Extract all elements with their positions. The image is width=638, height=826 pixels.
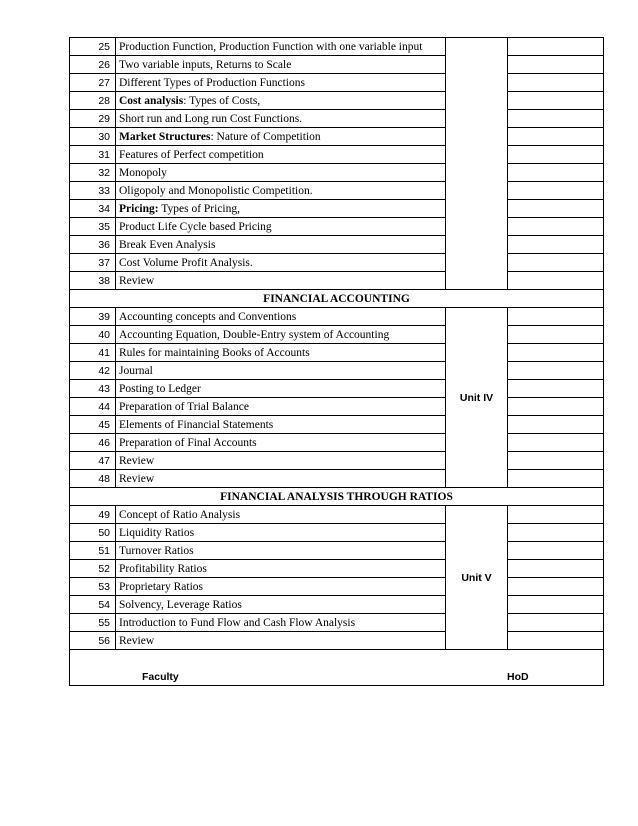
topic-text: Different Types of Production Functions: [119, 76, 305, 89]
topic-cell: [116, 560, 446, 578]
topic-number: 43: [70, 380, 116, 398]
unit-label: [446, 38, 508, 290]
topic-text: Elements of Financial Statements: [119, 418, 274, 431]
table-row: [70, 542, 604, 560]
topic-cell: [116, 56, 446, 74]
remarks-cell: [508, 614, 604, 632]
unit-label: Unit V: [446, 506, 508, 650]
topic-text: Accounting concepts and Conventions: [119, 310, 297, 323]
remarks-cell: [508, 470, 604, 488]
remarks-cell: [508, 632, 604, 650]
topic-number: 30: [70, 128, 116, 146]
table-row: [70, 128, 604, 146]
topic-cell: [116, 632, 446, 650]
table-row: [70, 110, 604, 128]
topic-number: 32: [70, 164, 116, 182]
table-row: [70, 182, 604, 200]
remarks-cell: [508, 182, 604, 200]
remarks-cell: [508, 128, 604, 146]
topic-cell: [116, 578, 446, 596]
topic-number: 26: [70, 56, 116, 74]
table-row: [70, 398, 604, 416]
remarks-cell: [508, 272, 604, 290]
faculty-label: Faculty: [142, 671, 179, 683]
topic-number: 33: [70, 182, 116, 200]
topic-cell: [116, 326, 446, 344]
topic-number: 40: [70, 326, 116, 344]
topic-number: 35: [70, 218, 116, 236]
remarks-cell: [508, 398, 604, 416]
topic-number: 38: [70, 272, 116, 290]
topic-cell: [116, 128, 446, 146]
remarks-cell: [508, 254, 604, 272]
table-row: [70, 524, 604, 542]
topic-number: 54: [70, 596, 116, 614]
topic-cell: [116, 380, 446, 398]
table-row: [70, 632, 604, 650]
topic-text: Review: [119, 634, 155, 647]
table-row: [70, 218, 604, 236]
topic-lead: Market Structures: [119, 130, 211, 143]
topic-text: Rules for maintaining Books of Accounts: [119, 346, 310, 359]
topic-cell: [116, 362, 446, 380]
topic-text: Break Even Analysis: [119, 238, 216, 251]
topic-cell: [116, 398, 446, 416]
signature-cell: [70, 650, 604, 686]
table-row: [70, 326, 604, 344]
topic-text: Proprietary Ratios: [119, 580, 203, 593]
topic-text: Review: [119, 472, 155, 485]
topic-text: Introduction to Fund Flow and Cash Flow Analysis: [119, 616, 356, 629]
topic-cell: [116, 524, 446, 542]
topic-number: 52: [70, 560, 116, 578]
remarks-cell: [508, 308, 604, 326]
remarks-cell: [508, 218, 604, 236]
section-heading: FINANCIAL ACCOUNTING: [70, 290, 604, 308]
topic-text: Journal: [119, 364, 153, 377]
topic-text: Cost Volume Profit Analysis.: [119, 256, 253, 269]
section-heading: FINANCIAL ANALYSIS THROUGH RATIOS: [70, 488, 604, 506]
section-row: [70, 290, 604, 308]
topic-number: 39: [70, 308, 116, 326]
lesson-plan-table: [69, 37, 604, 686]
topic-number: 42: [70, 362, 116, 380]
topic-text: Short run and Long run Cost Functions.: [119, 112, 303, 125]
topic-text: Solvency, Leverage Ratios: [119, 598, 242, 611]
topic-cell: [116, 272, 446, 290]
table-row: [70, 614, 604, 632]
topic-number: 51: [70, 542, 116, 560]
table-row: [70, 308, 604, 326]
remarks-cell: [508, 74, 604, 92]
topic-text: Preparation of Final Accounts: [119, 436, 257, 449]
topic-number: 53: [70, 578, 116, 596]
table-row: [70, 470, 604, 488]
topic-cell: [116, 218, 446, 236]
remarks-cell: [508, 434, 604, 452]
topic-number: 37: [70, 254, 116, 272]
topic-cell: [116, 434, 446, 452]
topic-cell: [116, 110, 446, 128]
table-row: [70, 92, 604, 110]
table-row: [70, 254, 604, 272]
remarks-cell: [508, 560, 604, 578]
topic-number: 27: [70, 74, 116, 92]
remarks-cell: [508, 38, 604, 56]
remarks-cell: [508, 56, 604, 74]
topic-cell: [116, 614, 446, 632]
topic-text: Preparation of Trial Balance: [119, 400, 249, 413]
table-row: [70, 596, 604, 614]
table-row: [70, 362, 604, 380]
topic-number: 49: [70, 506, 116, 524]
remarks-cell: [508, 380, 604, 398]
topic-number: 56: [70, 632, 116, 650]
topic-text: Monopoly: [119, 166, 167, 179]
table-row: [70, 434, 604, 452]
topic-number: 47: [70, 452, 116, 470]
signature-row: [70, 650, 604, 686]
topic-cell: [116, 344, 446, 362]
table-row: [70, 380, 604, 398]
remarks-cell: [508, 92, 604, 110]
topic-text: Review: [119, 454, 155, 467]
table-row: [70, 38, 604, 56]
table-row: [70, 506, 604, 524]
topic-cell: [116, 74, 446, 92]
topic-number: 29: [70, 110, 116, 128]
table-row: [70, 200, 604, 218]
table-row: [70, 146, 604, 164]
table-row: [70, 416, 604, 434]
topic-cell: [116, 452, 446, 470]
remarks-cell: [508, 542, 604, 560]
table-row: [70, 74, 604, 92]
topic-text: Profitability Ratios: [119, 562, 207, 575]
topic-number: 25: [70, 38, 116, 56]
remarks-cell: [508, 452, 604, 470]
remarks-cell: [508, 236, 604, 254]
topic-cell: [116, 182, 446, 200]
topic-number: 44: [70, 398, 116, 416]
table-row: [70, 344, 604, 362]
topic-text: Review: [119, 274, 155, 287]
topic-cell: [116, 542, 446, 560]
topic-cell: [116, 164, 446, 182]
topic-number: 28: [70, 92, 116, 110]
remarks-cell: [508, 578, 604, 596]
topic-text: Production Function, Production Function with one variable input: [119, 40, 423, 53]
signature-line: [70, 650, 603, 685]
topic-cell: [116, 236, 446, 254]
remarks-cell: [508, 344, 604, 362]
table-row: [70, 578, 604, 596]
table-row: [70, 560, 604, 578]
topic-cell: [116, 38, 446, 56]
topic-cell: [116, 308, 446, 326]
topic-number: 31: [70, 146, 116, 164]
topic-lead: Pricing:: [119, 202, 159, 215]
topic-text: Two variable inputs, Returns to Scale: [119, 58, 292, 71]
remarks-cell: [508, 200, 604, 218]
unit-label: Unit IV: [446, 308, 508, 488]
topic-text: Oligopoly and Monopolistic Competition.: [119, 184, 313, 197]
remarks-cell: [508, 146, 604, 164]
topic-cell: [116, 146, 446, 164]
table-row: [70, 164, 604, 182]
remarks-cell: [508, 326, 604, 344]
topic-cell: [116, 470, 446, 488]
topic-cell: [116, 200, 446, 218]
topic-number: 46: [70, 434, 116, 452]
topic-number: 34: [70, 200, 116, 218]
topic-number: 45: [70, 416, 116, 434]
topic-text: Concept of Ratio Analysis: [119, 508, 241, 521]
topic-number: 55: [70, 614, 116, 632]
remarks-cell: [508, 506, 604, 524]
table-row: [70, 56, 604, 74]
topic-number: 48: [70, 470, 116, 488]
table-row: [70, 452, 604, 470]
remarks-cell: [508, 164, 604, 182]
topic-number: 36: [70, 236, 116, 254]
topic-text: : Nature of Competition: [210, 130, 321, 143]
remarks-cell: [508, 524, 604, 542]
topic-number: 50: [70, 524, 116, 542]
topic-cell: [116, 596, 446, 614]
topic-number: 41: [70, 344, 116, 362]
topic-cell: [116, 416, 446, 434]
hod-label: HoD: [507, 671, 529, 683]
topic-text: Accounting Equation, Double-Entry system of Accounting: [119, 328, 390, 341]
topic-cell: [116, 506, 446, 524]
table-row: [70, 236, 604, 254]
lesson-plan-body: [70, 38, 604, 686]
topic-lead: Cost analysis: [119, 94, 184, 107]
remarks-cell: [508, 110, 604, 128]
topic-text: Types of Pricing,: [158, 202, 241, 215]
remarks-cell: [508, 362, 604, 380]
table-row: [70, 272, 604, 290]
topic-text: Posting to Ledger: [119, 382, 201, 395]
topic-text: Liquidity Ratios: [119, 526, 195, 539]
remarks-cell: [508, 596, 604, 614]
topic-text: Turnover Ratios: [119, 544, 194, 557]
section-row: [70, 488, 604, 506]
remarks-cell: [508, 416, 604, 434]
topic-text: Product Life Cycle based Pricing: [119, 220, 272, 233]
topic-cell: [116, 92, 446, 110]
topic-text: Features of Perfect competition: [119, 148, 264, 161]
topic-cell: [116, 254, 446, 272]
topic-text: : Types of Costs,: [183, 94, 261, 107]
